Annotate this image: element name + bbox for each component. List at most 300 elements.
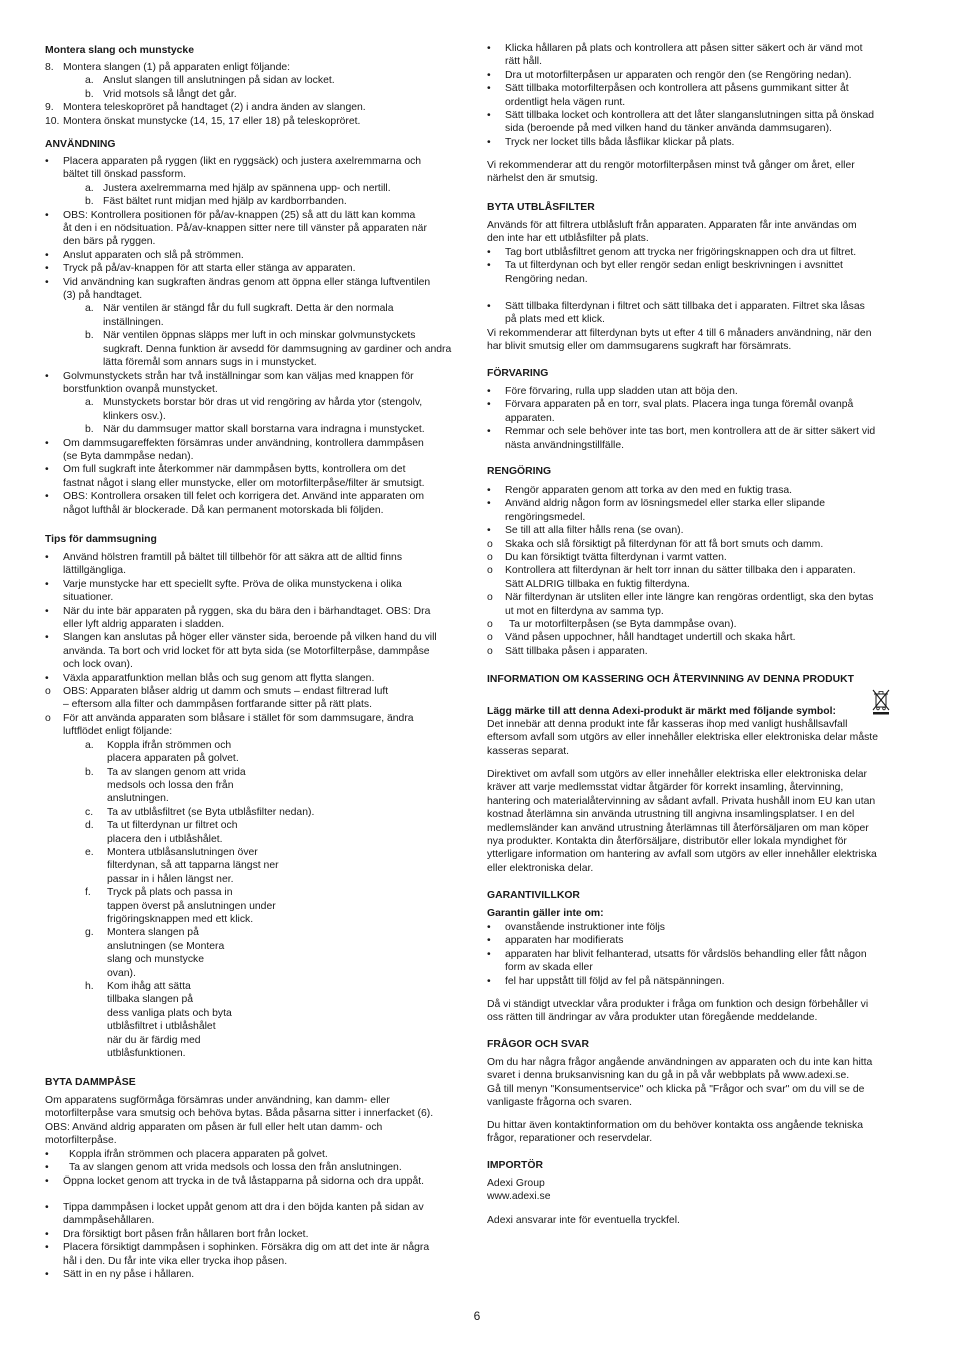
section-heading: Garantin gäller inte om: [487,908,604,919]
text-line: OBS: Använd aldrig apparaten om påsen är full eller helt utan damm- och [45,1121,383,1133]
list-item [45,806,465,819]
list-item [45,490,465,517]
list-marker: • [487,260,491,272]
list-item-text: Rengöring nedan. [505,273,588,285]
list-marker: • [487,301,491,312]
list-item-text: Ta ut filterdynan och byt eller rengör sedan enligt beskrivningen i avsnittet [505,260,843,272]
list-marker: g. [85,927,94,939]
list-item [487,109,912,136]
list-item [45,819,465,846]
list-item-text: Montera teleskopröret på handtaget (2) i andra änden av slangen. [63,102,366,114]
list-item [487,538,912,551]
text-line: ytterligare information om hantering av avfall som utgörs av eller innehåller elektriska [487,849,877,861]
list-item-text: apparaten har blivit felhanterad, utsatts för vårdslös behandling eller fått någon [505,948,867,960]
list-item-text: Dra försiktigt bort påsen från hållaren bort från locket. [63,1228,309,1240]
list-item-text: Ta ut filterdynan ur filtret och [107,820,238,832]
list-item-text: Ta av slangen genom att vrida [107,766,246,778]
list-marker: f. [85,887,91,899]
list-item-text: Växla apparatfunktion mellan blås och sug genom att flytta slangen. [63,672,375,684]
list [487,484,912,658]
list-item [45,712,465,739]
list-item-text: lättillgängliga. [63,565,126,577]
list-marker: o [487,645,493,657]
list [487,246,912,286]
text-line: oss rätten till ändringar av våra produkter utan föregående meddelande. [487,1012,818,1024]
list-item-text: När ventilen öppnas släpps mer luft in och minskar golvmunstyckets [103,330,416,342]
list-item-text: anslutningen. [107,793,169,805]
list-marker: • [45,249,49,261]
list-item [45,685,465,712]
paragraph [487,1214,912,1227]
list-marker: • [45,672,49,684]
section-heading: FÖRVARING [487,368,549,379]
list-item-text: utblåsfunktionen. [107,1048,186,1060]
list-item-text: rengöringsmedel. [505,511,586,523]
list-marker: o [487,592,493,604]
list [487,300,912,327]
list-item [45,249,465,262]
list-item [45,101,465,114]
list-item-text: filterdynan, så att tapparna längst ner [107,860,279,872]
list-item-text: fastnat något i slang eller munstycke, eller om motorfilterpåse/filter är smutsigt. [63,477,425,489]
list-item-text: Om dammsugareffekten försämras under användning, kontrollera dammpåsen [63,437,424,449]
text-line: Används för att filtrera utblåsluft från apparaten. Apparaten får inte användas om [487,220,857,231]
list-item [487,591,912,618]
list-item-text: placera den i utblåshålet. [107,833,223,845]
list-item-text: situationer. [63,592,114,604]
list-item-text: OBS: Kontrollera orsaken till felet och korrigera det. Använd inte apparaten om [63,491,424,503]
list-marker: • [487,110,491,122]
list-item-text: Vänd påsen uppochner, håll handtaget undertill och skaka hårt. [505,632,796,644]
list-item-text: ordentligt hela vägen runt. [505,96,626,108]
list-item-text: Sätt tillbaka motorfilterpåsen och kontrollera att påsens gummikant sitter åt [505,83,849,95]
list-marker: • [487,136,491,148]
list-item-text: Tryck ner locket tills båda låsflikar klickar på plats. [505,136,735,148]
text-line: närhelst den är smutsig. [487,173,598,185]
list-item [45,926,465,980]
list-item [487,425,912,452]
list-item [45,1175,465,1188]
list-marker: • [487,922,491,933]
list-item-text: ut mot en filterdyna av samma typ. [505,605,664,617]
list-marker: • [487,399,491,411]
list-item-text: apparaten har modifierats [505,935,624,947]
section-heading: IMPORTÖR [487,1160,543,1171]
list-item [45,423,465,436]
list-item [45,605,465,632]
list [45,155,465,517]
list-item [487,934,912,947]
list-marker: • [487,975,491,987]
list-item [487,69,912,82]
list-item-text: när du är färdig med [107,1034,201,1046]
text-line: kostnad återlämna sin använda utrustning till angivna insamlingsplatser. I en del [487,809,855,821]
text-line: Adexi ansvarar inte för eventuella tryckfel. [487,1215,680,1226]
list-item-text: passar in i hålen längst ner. [107,873,234,885]
list-item [45,766,465,806]
section-heading: BYTA DAMMPÅSE [45,1077,136,1088]
list-item-text: ovan). [107,967,136,979]
list-item-text: Sätt ALDRIG tillbaka en fuktig filterdyna. [505,578,690,590]
list-item-text: Montera utblåsanslutningen över [107,846,258,858]
paragraph [487,768,912,875]
list-item-text: medsols och lossa den från [107,779,234,791]
list-item [45,88,465,101]
list-item-text: Se till att alla filter hålls rena (se ovan). [505,525,684,537]
list-marker: • [487,525,491,537]
list-item [45,1268,465,1281]
list-item [487,948,912,975]
paragraph [45,1094,465,1148]
list-item-text: dess vanliga plats och byta [107,1007,232,1019]
list-item [487,564,912,591]
list-item-text: Sätt tillbaka påsen i apparaten. [505,645,648,657]
paragraph [487,1119,912,1146]
list-item-text: och lock ovan). [63,659,133,671]
list-item [487,82,912,109]
list-item-text: tappen överst på anslutningen under [107,900,276,912]
paragraph [487,159,912,186]
list-marker: • [45,1228,49,1240]
list-item-text: hål i den. Du får inte vika eller trycka ihop påsen. [63,1255,288,1267]
list-item-text: använda. Ta bort och vrid locket för att byta sida (se Motorfilterpåse, dammpåse [63,645,430,657]
list-item [487,136,912,149]
section-heading: ANVÄNDNING [45,139,116,150]
list-item-text: Klicka hållaren på plats och kontrollera att påsen sitter säkert och är vänd mot [505,43,863,54]
list-item-text: nästa användningstillfälle. [505,439,624,451]
list-item-text: Vid användning kan sugkraften ändras genom att öppna eller stänga luftventilen [63,276,431,288]
section-heading: BYTA UTBLÅSFILTER [487,202,595,213]
list-item-text: Sätt in en ny påse i hållaren. [63,1269,195,1281]
list-item-text: form av skada eller [505,962,593,974]
list-item [487,246,912,259]
list-item-text: Golvmunstyckets strån har två inställningar som kan väljas med knappen för [63,370,414,382]
list-marker: b. [85,196,94,208]
list-item-text: åt den i en nödsituation. På/av-knappen sitter nere till vänster på apparaten när [63,223,427,235]
list [45,1148,465,1188]
paragraph [487,219,912,246]
page-number: 6 [473,1309,481,1323]
list-marker: a. [85,182,94,194]
list-item-text: slang och munstycke [107,954,205,966]
list-item-text: När du dammsuger mattor skall borstarna vara indragna i munstycket. [103,424,425,436]
list-marker: • [487,426,491,438]
section-heading: GARANTIVILLKOR [487,890,580,901]
list-marker: • [45,1202,49,1213]
list-marker: • [487,485,491,496]
list-item [45,302,465,329]
list [45,551,465,1060]
list-item-text: eller lyft aldrig apparaten i sladden. [63,619,225,631]
list-marker: o [487,565,493,577]
list-item [45,396,465,423]
list-item [45,846,465,886]
list-marker: o [487,552,493,564]
list-item [45,672,465,685]
list-marker: • [45,578,49,590]
list-item-text: rätt håll. [505,56,542,68]
list-item [487,385,912,398]
list-item-text: Skaka och slå försiktigt på filterdynan för att få bort smuts och damm. [505,538,824,550]
list-item [45,578,465,605]
list-item-text: Montera önskat munstycke (14, 15, 17 eller 18) på teleskopröret. [63,115,361,127]
section-heading: Lägg märke till att denna Adexi-produkt är märkt med följande symbol: [487,706,836,717]
text-line: vanligaste frågorna och svaren. [487,1097,632,1109]
list-item-text: Anslut apparaten och slå på strömmen. [63,249,244,261]
text-line: Vi rekommenderar att du rengör motorfilterpåsen minst två gånger om året, eller [487,160,855,171]
list-item [45,980,465,1060]
list-item-text: något lufthål är blockerade. Då kan permanent motorskada bli följden. [63,504,384,516]
list-item-text: dammpåsehållaren. [63,1215,155,1227]
list-item [487,631,912,644]
list-item-text: (se Byta dammpåse nedan). [63,450,194,462]
text-line: motorfilterpåse. [45,1135,117,1147]
list-marker: a. [85,739,94,751]
list-item [45,1148,465,1161]
paragraph [487,1056,912,1110]
list-item [487,300,912,327]
list-marker: b. [85,424,94,436]
list-item-text: Kontrollera att filterdynan är helt torr innan du sätter tillbaka den i apparaten. [505,565,856,577]
list-item-text: klinkers osv.). [103,410,166,422]
list-item [45,463,465,490]
list-marker: • [45,1242,49,1254]
list-marker: • [45,1149,49,1160]
list-marker: a. [85,75,94,87]
list-marker: 9. [45,102,54,114]
list-item [487,975,912,988]
list-item-text: För att använda apparaten som blåsare i stället för som dammsugare, ändra [63,712,414,724]
list-item-text: Rengör apparaten genom att torka av den med en fuktig trasa. [505,485,793,496]
list-item-text: Du kan försiktigt tvätta filterdynan i varmt vatten. [505,552,727,564]
list-item [487,618,912,631]
list-item-text: luftflödet enligt följande: [63,726,173,738]
text-line: Det innebär att denna produkt inte får kasseras ihop med vanligt hushållsavfall [487,719,848,730]
list-item-text: Munstyckets borstar bör dras ut vid rengöring av hårda ytor (stengolv, [103,397,423,409]
list-item [487,921,912,934]
text-line: har blivit smutsig eller om dammsugarens sugkraft har försämrats. [487,341,792,353]
text-line: frågor, reparationer och reservdelar. [487,1133,653,1145]
list-marker: • [45,552,49,563]
list-marker: o [45,686,51,698]
list-item-text: Använd hölstren framtill på bältet till tillbehör för att säkra att de alltid finns [63,552,403,563]
list-marker: • [487,69,491,81]
text-line: eftersom avfall som utgörs av eller innehåller elektriska eller elektroniska delar måste [487,732,878,744]
section-heading: FRÅGOR OCH SVAR [487,1039,589,1050]
list-marker: • [487,948,491,960]
list-marker: • [487,935,491,947]
list-marker: 8. [45,62,54,73]
list-item [45,61,465,74]
list-item-text: Sätt tillbaka filterdynan i filtret och sätt tillbaka det i apparaten. Filtret ska låsas [505,301,865,312]
list-item-text: (3) på handtaget. [63,290,143,302]
list-item-text: tillbaka slangen på [107,994,194,1006]
list-item-text: Koppla ifrån strömmen och [107,739,232,751]
list-item-text: Om full sugkraft inte återkommer när dammpåsen bytts, kontrollera om det [63,464,406,476]
list-item-text: När du inte bär apparaten på ryggen, ska du bära den i bärhandtaget. OBS: Dra [63,605,431,617]
list-item-text: Tryck på på/av-knappen för att starta eller stänga av apparaten. [63,263,356,275]
text-line: Du hittar även kontaktinformation om du behöver kontakta oss angående tekniska [487,1120,864,1131]
list-item-text: Remmar och sele behöver inte tas bort, men kontrollera att de är sitter säkert vid [505,426,876,438]
paragraph [487,327,912,354]
list [487,42,912,149]
list-marker: • [487,386,491,397]
list-marker: b. [85,766,94,778]
list-item [45,329,465,369]
paragraph [487,718,912,758]
list-marker: • [45,437,49,449]
text-line: www.adexi.se [487,1191,551,1203]
text-line: nya produkter. Kontakta din återförsäljare, distributör eller lokala myndighet för [487,836,847,848]
list-item-text: OBS: Apparaten blåser aldrig ut damm och smuts – endast filtrerad luft [63,686,389,698]
list-item-text: sugkraft. Denna funktion är avsedd för dammsugning av gardiner och andra [103,343,452,355]
list-item-text: apparaten. [505,412,555,424]
list-item-text: bältet till önskad passform. [63,169,187,181]
list-item-text: den bärs på ryggen. [63,236,156,248]
list-item-text: inställningen. [103,316,164,328]
list-item [45,1161,465,1174]
list-item-text: Placera försiktigt dammpåsen i sophinken. Försäkra dig om att det inte är några [63,1242,430,1254]
text-line: eller elektroniska delar. [487,862,594,874]
paragraph [487,998,912,1025]
list-marker: • [487,83,491,95]
text-line: hantering och materialåtervinning av sådant avfall. Privata hushåll inom EU kan utan [487,795,876,807]
list-marker: o [487,619,493,631]
list-marker: 10. [45,115,60,127]
list-item-text: placera apparaten på golvet. [107,753,239,765]
list-marker: • [487,43,491,54]
list-item [45,155,465,182]
list-marker: • [45,605,49,617]
list-item [45,631,465,671]
list-marker: • [45,464,49,476]
list-item [487,484,912,497]
list-item [45,1201,465,1228]
list-marker: • [45,209,49,221]
section-heading: RENGÖRING [487,466,552,477]
list-item [45,1241,465,1268]
list-marker: d. [85,820,94,832]
list-marker: • [45,370,49,382]
list-item-text: Ta ur motorfilterpåsen (se Byta dammpåse ovan). [509,619,737,631]
list-item [45,74,465,87]
list-marker: • [45,1162,49,1174]
text-line: Adexi Group [487,1178,545,1189]
list-item-text: borstfunktion ovanpå munstycket. [63,383,218,395]
list-item [487,398,912,425]
list-item-text: Dra ut motorfilterpåsen ur apparaten och rengör den (se Rengöring nedan). [505,69,852,81]
list-marker: • [487,498,491,510]
list-item-text: Tag bort utblåsfiltret genom att trycka ner frigöringsknappen och dra ut filtret. [505,247,857,258]
list-item-text: utblåsfiltret i utblåshålet [107,1021,216,1033]
list-marker: b. [85,330,94,342]
list-item-text: Varje munstycke har ett speciellt syfte. Pröva de olika munstyckena i olika [63,578,402,590]
list-item-text: Koppla ifrån strömmen och placera apparaten på golvet. [69,1149,328,1160]
section-heading: Tips för dammsugning [45,534,157,545]
list-marker: • [45,632,49,644]
list-marker: b. [85,88,94,100]
list [45,1201,465,1281]
list-item-text: lätta föremål som annars sugs in i munstycket. [103,357,317,369]
paragraph [487,1177,912,1204]
list-marker: h. [85,981,94,992]
list-item [487,551,912,564]
list-item-text: anslutningen (se Montera [107,940,225,952]
list [45,61,465,128]
list-item [45,195,465,208]
list-marker: • [487,247,491,258]
list-marker: o [45,712,51,724]
list-marker: • [45,1269,49,1281]
text-line: Vi rekommenderar att filterdynan byts ut efter 4 till 6 månaders användning, när den [487,328,872,339]
text-line: medlemsländer kan använd utrustning återlämnas till återförsäljaren om man köper [487,822,869,834]
list-item-text: Montera slangen på [107,927,199,939]
list-marker: o [487,632,493,644]
list-marker: a. [85,397,94,409]
section-heading: Montera slang och munstycke [45,45,194,56]
text-line: Då vi ständigt utvecklar våra produkter i fråga om funktion och design förbehåller vi [487,999,869,1010]
list-marker: • [45,1175,49,1187]
list-marker: o [487,538,493,550]
list-item-text: Före förvaring, rulla upp sladden utan att böja den. [505,386,738,397]
list-marker: • [45,491,49,503]
list-marker: e. [85,846,94,858]
list-marker: a. [85,303,94,315]
list-item-text: Förvara apparaten på en torr, sval plats. Placera inga tunga föremål ovanpå [505,399,854,411]
list-item [45,437,465,464]
list [487,385,912,452]
list-item-text: När filterdynan är utsliten eller inte längre kan rengöras ordentligt, ska den bytas [505,592,874,604]
list-item-text: Justera axelremmarna med hjälp av spännena upp- och nertill. [103,182,391,194]
text-line: Om apparatens sugförmåga försämras under användning, kan damm- eller [45,1095,390,1106]
list-item-text: Anslut slangen till anslutningen på sidan av locket. [103,75,335,87]
list-item [45,209,465,249]
list-item-text: frigöringsknappen med ett klick. [107,913,254,925]
list-item-text: Montera slangen (1) på apparaten enligt följande: [63,62,291,73]
list-item [487,42,912,69]
section-heading: INFORMATION OM KASSERING OCH ÅTERVINNING AV DENNA PRODUKT [487,674,854,685]
list-item [45,370,465,397]
list-item-text: ovanstående instruktioner inte följs [505,922,665,933]
list-item-text: Placera apparaten på ryggen (likt en ryggsäck) och justera axelremmarna och [63,156,422,167]
list-item-text: Ta av slangen genom att vrida medsols och lossa den från anslutningen. [69,1162,402,1174]
list-item [487,497,912,524]
list-item-text: Vrid motsols så långt det går. [103,88,237,100]
list-item-text: OBS: Kontrollera positionen för på/av-knappen (25) så att du lätt kan komma [63,209,416,221]
text-line: Direktivet om avfall som utgörs av eller innehåller elektriska eller elektroniska delar [487,769,867,780]
text-line: motorfilterpåse vara smutsig och behöva bytas. Båda påsarna sitter i innerfacket (6). [45,1108,434,1120]
list-item [487,524,912,537]
list-item [45,1228,465,1241]
list-item-text: sida (beroende på med vilken hand du tänker använda dammsugaren). [505,123,832,135]
list-item [487,645,912,658]
text-line: svaret i denna bruksanvisning kan du gå in på vår webbplats på www.adexi.se. [487,1070,850,1082]
list-marker: • [45,156,49,167]
list-item-text: Tippa dammpåsen i locket uppåt genom att dra i den böjda kanten på sidan av [63,1202,424,1213]
list-item [487,259,912,286]
list-marker: • [45,263,49,275]
list-item-text: Kom ihåg att sätta [107,981,191,992]
list-item-text: – eftersom alla filter och dammpåsen fortfarande sitter på rätt plats. [63,699,372,711]
list-item-text: på plats med ett klick. [505,314,605,326]
list-item [45,886,465,926]
list [487,921,912,988]
text-line: kasseras separat. [487,745,570,757]
list-marker: • [45,276,49,288]
list-item [45,262,465,275]
list-item-text: Fäst bältet runt midjan med hjälp av kardborrbanden. [103,196,347,208]
text-line: Om du har några frågor angående användningen av apparaten och du inte kan hitta [487,1057,873,1068]
